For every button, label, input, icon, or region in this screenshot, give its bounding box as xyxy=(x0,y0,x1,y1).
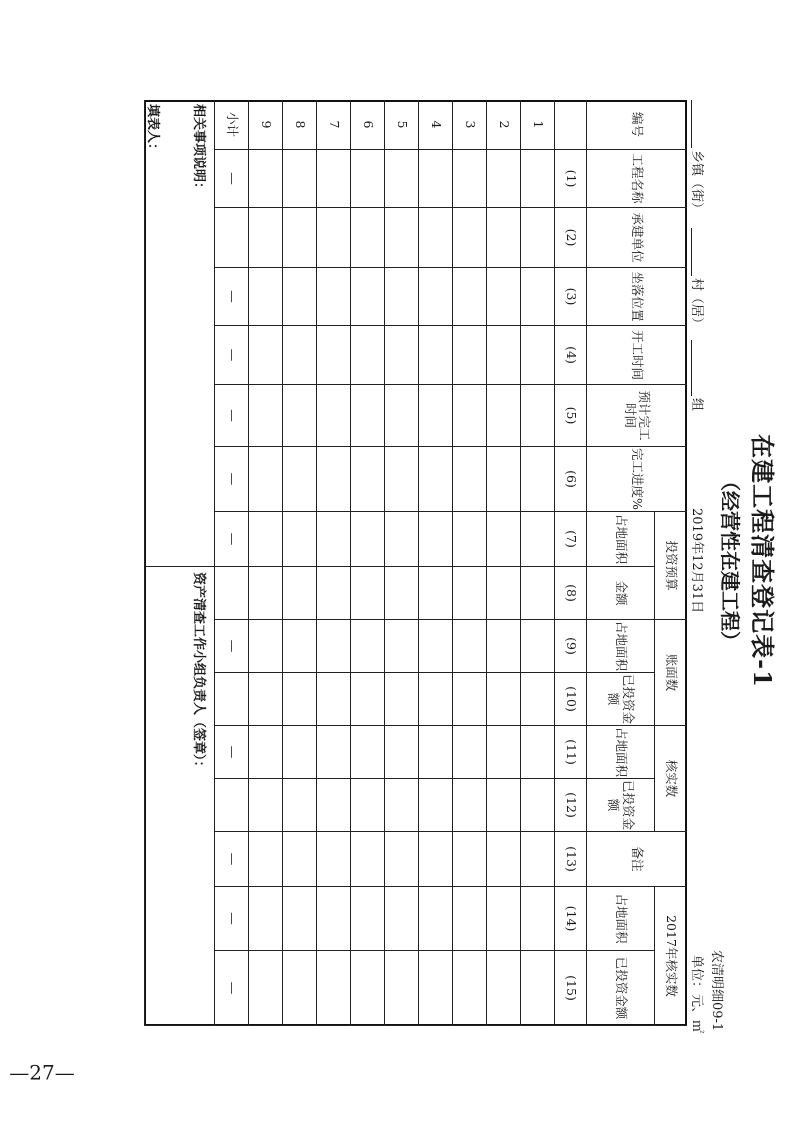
row-number: 9 xyxy=(248,100,282,150)
table-cell xyxy=(418,385,452,447)
table-cell xyxy=(282,673,316,726)
subtotal-cell xyxy=(214,779,248,832)
table-cell xyxy=(452,726,486,779)
col-header-budget-area: 占地面积 xyxy=(586,512,654,567)
table-cell xyxy=(520,447,554,512)
col-header-remarks: 备注 xyxy=(586,832,687,887)
table-cell xyxy=(282,447,316,512)
table-cell xyxy=(248,779,282,832)
subtotal-cell xyxy=(214,208,248,268)
subtotal-dash: — xyxy=(214,726,248,779)
col-header-number: 编号 xyxy=(586,100,687,150)
table-cell xyxy=(418,512,452,567)
subtotal-dash: — xyxy=(214,887,248,951)
table-cell xyxy=(350,951,384,1026)
table-cell xyxy=(452,326,486,385)
subtotal-dash: — xyxy=(214,326,248,385)
table-cell xyxy=(316,150,350,208)
col-header-budget-amount: 金额 xyxy=(586,567,654,620)
col-header-verified-group: 核实数 xyxy=(654,726,687,832)
table-cell xyxy=(418,887,452,951)
col-header-verified-area: 占地面积 xyxy=(586,726,654,779)
table-cell xyxy=(418,268,452,326)
table-cell xyxy=(520,326,554,385)
col-header-book-group: 账面数 xyxy=(654,620,687,726)
table-cell xyxy=(486,726,520,779)
subtotal-dash: — xyxy=(214,385,248,447)
table-cell xyxy=(248,567,282,620)
table-cell xyxy=(282,779,316,832)
table-cell xyxy=(316,951,350,1026)
table-cell xyxy=(282,726,316,779)
table-cell xyxy=(452,779,486,832)
row-number: 4 xyxy=(418,100,452,150)
subtotal-dash: — xyxy=(214,620,248,673)
table-cell xyxy=(486,832,520,887)
table-cell xyxy=(384,832,418,887)
table-cell xyxy=(384,779,418,832)
col-index-7: (7) xyxy=(554,512,586,567)
col-header-start-time: 开工时间 xyxy=(586,326,687,385)
form-code: 农清明细09-1 xyxy=(709,950,724,1032)
table-cell xyxy=(282,150,316,208)
table-cell xyxy=(384,951,418,1026)
table-cell xyxy=(316,726,350,779)
table-cell xyxy=(520,779,554,832)
table-cell xyxy=(384,673,418,726)
table-cell xyxy=(486,447,520,512)
table-cell xyxy=(282,385,316,447)
table-cell xyxy=(350,832,384,887)
table-cell xyxy=(418,779,452,832)
col-header-budget-group: 投资预算 xyxy=(654,512,687,620)
table-cell xyxy=(248,620,282,673)
table-cell xyxy=(350,208,384,268)
responsible-label: 资产清查工作小组负责人（签章）： xyxy=(191,572,206,774)
col-header-verified-invested: 已投资金额 xyxy=(586,779,654,832)
col-header-2017-area: 占地面积 xyxy=(586,887,654,951)
table-cell xyxy=(520,208,554,268)
table-cell xyxy=(452,832,486,887)
col-header-contractor: 承建单位 xyxy=(586,208,687,268)
village-blank xyxy=(691,228,692,276)
table-cell xyxy=(316,268,350,326)
group-label: 组 xyxy=(689,398,704,412)
table-cell xyxy=(248,832,282,887)
table-cell xyxy=(418,326,452,385)
subtotal-cell xyxy=(214,673,248,726)
col-header-progress: 完工进度% xyxy=(586,447,687,512)
table-cell xyxy=(384,150,418,208)
table-cell xyxy=(452,150,486,208)
table-cell xyxy=(316,620,350,673)
table-cell xyxy=(350,150,384,208)
table-cell xyxy=(520,673,554,726)
table-cell xyxy=(282,268,316,326)
table-cell xyxy=(316,326,350,385)
table-cell xyxy=(418,150,452,208)
table-cell xyxy=(452,620,486,673)
table-cell xyxy=(384,726,418,779)
table-cell xyxy=(384,887,418,951)
col-header-project-name: 工程名称 xyxy=(586,150,687,208)
table-cell xyxy=(418,208,452,268)
table-cell xyxy=(350,620,384,673)
table-cell xyxy=(350,779,384,832)
col-index-11: (11) xyxy=(554,726,586,779)
table-cell xyxy=(384,512,418,567)
table-cell xyxy=(384,385,418,447)
table-cell xyxy=(452,385,486,447)
page-number: —27— xyxy=(9,1060,75,1085)
table-cell xyxy=(248,673,282,726)
table-cell xyxy=(350,268,384,326)
subtotal-dash: — xyxy=(214,447,248,512)
table-cell xyxy=(350,887,384,951)
col-index-15: (15) xyxy=(554,951,586,1026)
table-cell xyxy=(520,567,554,620)
table-cell xyxy=(486,951,520,1026)
table-cell xyxy=(418,832,452,887)
table-cell xyxy=(418,447,452,512)
table-cell xyxy=(486,779,520,832)
row-number: 7 xyxy=(316,100,350,150)
table-cell xyxy=(520,512,554,567)
col-index-14: (14) xyxy=(554,887,586,951)
col-index-3: (3) xyxy=(554,268,586,326)
table-cell xyxy=(316,447,350,512)
table-cell xyxy=(486,150,520,208)
table-cell xyxy=(486,567,520,620)
table-cell xyxy=(248,951,282,1026)
table-cell xyxy=(384,567,418,620)
table-cell xyxy=(452,208,486,268)
town-label: 乡镇（街） xyxy=(689,150,704,216)
col-index-4: (4) xyxy=(554,326,586,385)
table-cell xyxy=(248,385,282,447)
table-cell xyxy=(248,512,282,567)
unit-label: 单位：元、㎡ xyxy=(689,955,704,1034)
table-cell xyxy=(282,887,316,951)
table-cell xyxy=(520,620,554,673)
table-cell xyxy=(282,326,316,385)
table-cell xyxy=(520,887,554,951)
table-cell xyxy=(418,951,452,1026)
col-index-10: (10) xyxy=(554,673,586,726)
table-cell xyxy=(520,268,554,326)
table-cell xyxy=(384,620,418,673)
table-cell xyxy=(486,385,520,447)
col-index-2: (2) xyxy=(554,208,586,268)
table-cell xyxy=(452,512,486,567)
table-cell xyxy=(384,447,418,512)
table-cell xyxy=(248,726,282,779)
table-cell xyxy=(350,512,384,567)
subtotal-dash: — xyxy=(214,150,248,208)
row-number: 1 xyxy=(520,100,554,150)
table-cell xyxy=(452,673,486,726)
col-index-1: (1) xyxy=(554,150,586,208)
form-title: 在建工程清查登记表-1 xyxy=(748,434,777,688)
table-cell xyxy=(452,567,486,620)
row-number: 6 xyxy=(350,100,384,150)
col-index-13: (13) xyxy=(554,832,586,887)
table-cell xyxy=(282,512,316,567)
town-blank xyxy=(691,100,692,148)
table-cell xyxy=(452,951,486,1026)
table-cell xyxy=(486,326,520,385)
filler-label: 填表人： xyxy=(145,104,160,157)
table-cell xyxy=(316,779,350,832)
row-number: 2 xyxy=(486,100,520,150)
table-cell xyxy=(350,567,384,620)
row-number: 3 xyxy=(452,100,486,150)
table-cell xyxy=(520,726,554,779)
table-cell xyxy=(520,385,554,447)
table-cell xyxy=(282,951,316,1026)
notes-label: 相关事项说明： xyxy=(191,104,206,196)
table-cell xyxy=(452,887,486,951)
col-index-5: (5) xyxy=(554,385,586,447)
col-header-2017-group: 2017年核实数 xyxy=(654,887,687,1026)
table-cell xyxy=(350,726,384,779)
table-cell xyxy=(486,887,520,951)
table-cell xyxy=(486,268,520,326)
table-cell xyxy=(248,268,282,326)
table-cell xyxy=(384,326,418,385)
table-cell xyxy=(248,150,282,208)
table-cell xyxy=(418,620,452,673)
table-cell xyxy=(486,208,520,268)
notes-area xyxy=(144,100,214,567)
table-cell xyxy=(384,208,418,268)
row-number: 5 xyxy=(384,100,418,150)
table-cell xyxy=(486,673,520,726)
table-cell xyxy=(282,620,316,673)
col-header-location: 坐落位置 xyxy=(586,268,687,326)
index-row-blank xyxy=(554,100,586,150)
col-index-9: (9) xyxy=(554,620,586,673)
table-cell xyxy=(316,832,350,887)
subtotal-label: 小计 xyxy=(214,100,248,150)
table-cell xyxy=(486,512,520,567)
table-cell xyxy=(248,887,282,951)
table-cell xyxy=(248,208,282,268)
report-date: 2019年12月31日 xyxy=(689,508,704,614)
subtotal-dash: — xyxy=(214,512,248,567)
table-cell xyxy=(520,150,554,208)
table-cell xyxy=(282,832,316,887)
table-cell xyxy=(418,567,452,620)
table-cell xyxy=(316,673,350,726)
table-cell xyxy=(248,326,282,385)
col-header-book-invested: 已投资金额 xyxy=(586,673,654,726)
col-index-12: (12) xyxy=(554,779,586,832)
table-cell xyxy=(350,673,384,726)
table-cell xyxy=(350,385,384,447)
subtotal-dash: — xyxy=(214,951,248,1026)
table-cell xyxy=(520,832,554,887)
table-cell xyxy=(282,567,316,620)
table-cell xyxy=(418,673,452,726)
responsible-area xyxy=(144,567,214,1026)
table-cell xyxy=(248,447,282,512)
table-cell xyxy=(316,208,350,268)
subtotal-dash: — xyxy=(214,832,248,887)
table-cell xyxy=(520,951,554,1026)
subtotal-dash: — xyxy=(214,268,248,326)
table-cell xyxy=(452,268,486,326)
col-index-6: (6) xyxy=(554,447,586,512)
form-subtitle: （经营性在建工程） xyxy=(718,471,742,651)
village-label: 村（居） xyxy=(689,278,704,331)
col-header-est-completion: 预计完工时间 xyxy=(586,385,687,447)
row-number: 8 xyxy=(282,100,316,150)
table-cell xyxy=(316,385,350,447)
table-cell xyxy=(418,726,452,779)
table-cell xyxy=(486,620,520,673)
table-cell xyxy=(350,447,384,512)
col-index-8: (8) xyxy=(554,567,586,620)
subtotal-cell xyxy=(214,567,248,620)
table-cell xyxy=(350,326,384,385)
table-cell xyxy=(316,512,350,567)
table-cell xyxy=(384,268,418,326)
col-header-2017-invested: 已投资金额 xyxy=(586,951,654,1026)
table-cell xyxy=(316,887,350,951)
table-cell xyxy=(316,567,350,620)
table-cell xyxy=(282,208,316,268)
group-blank xyxy=(691,340,692,396)
table-cell xyxy=(452,447,486,512)
col-header-book-area: 占地面积 xyxy=(586,620,654,673)
